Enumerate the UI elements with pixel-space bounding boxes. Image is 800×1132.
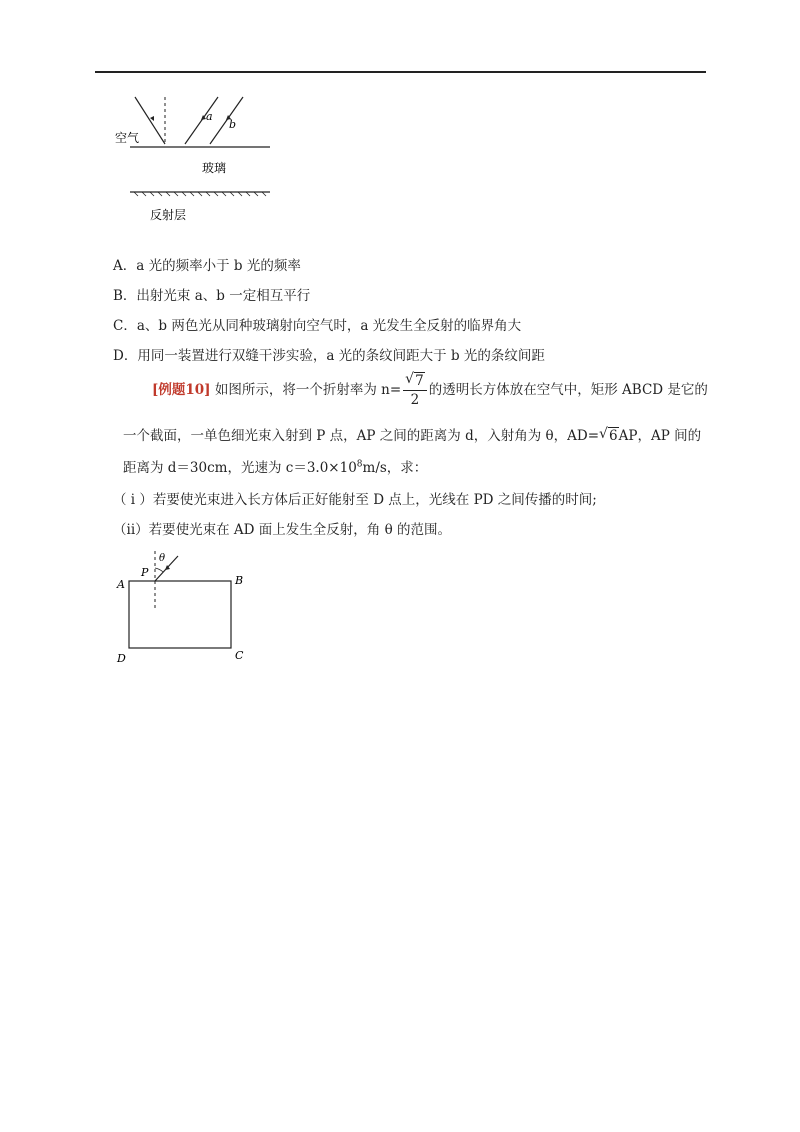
reflection-diagram (110, 92, 285, 227)
label-C: C (235, 649, 244, 662)
label-b: b (229, 118, 237, 131)
problem-line-3: 距离为 d＝30cm，光速为 $c=3.0\times 10^8m/s$，求： (123, 459, 428, 476)
option-a: A．a 光的频率小于 b 光的频率 (113, 258, 301, 274)
label-P: P (141, 566, 149, 579)
label-reflect-layer: 反射层 (150, 208, 187, 222)
label-D: D (117, 652, 126, 665)
refractive-index-fraction: √ 7 2 (403, 372, 427, 409)
option-b: B．出射光束 a、b 一定相互平行 (113, 288, 311, 304)
problem-line-2: 一个截面，一单色细光束入射到 P 点，AP 之间的距离为 d，入射角为 θ，AD= √ 6AP，AP 间的 (123, 426, 702, 444)
label-a: a (206, 110, 213, 123)
rectangle-diagram (110, 548, 255, 666)
problem-line-1: [例题10] 如图所示，将一个折射率为 n= √ 7 2 的透明长方体放在空气中，矩形 ABCD 是它的 (152, 371, 708, 408)
option-c: C．a、b 两色光从同种玻璃射向空气时，a 光发生全反射的临界角大 (113, 318, 522, 334)
question-2: （ii）若要使光束在 AD 面上发生全反射，角 θ 的范围。 (113, 522, 452, 538)
question-1: （ i ）若要使光束进入长方体后正好能射至 D 点上，光线在 PD 之间传播的时间; (113, 492, 597, 508)
header-rule (95, 71, 706, 73)
label-B: B (235, 574, 244, 587)
label-theta: θ (159, 553, 166, 564)
label-air: 空气 (115, 131, 140, 145)
option-d: D．用同一装置进行双缝干涉实验，a 光的条纹间距大于 b 光的条纹间距 (113, 348, 545, 364)
label-A: A (117, 578, 125, 591)
label-glass: 玻璃 (202, 161, 227, 175)
example-tag: [例题10] (152, 382, 211, 398)
